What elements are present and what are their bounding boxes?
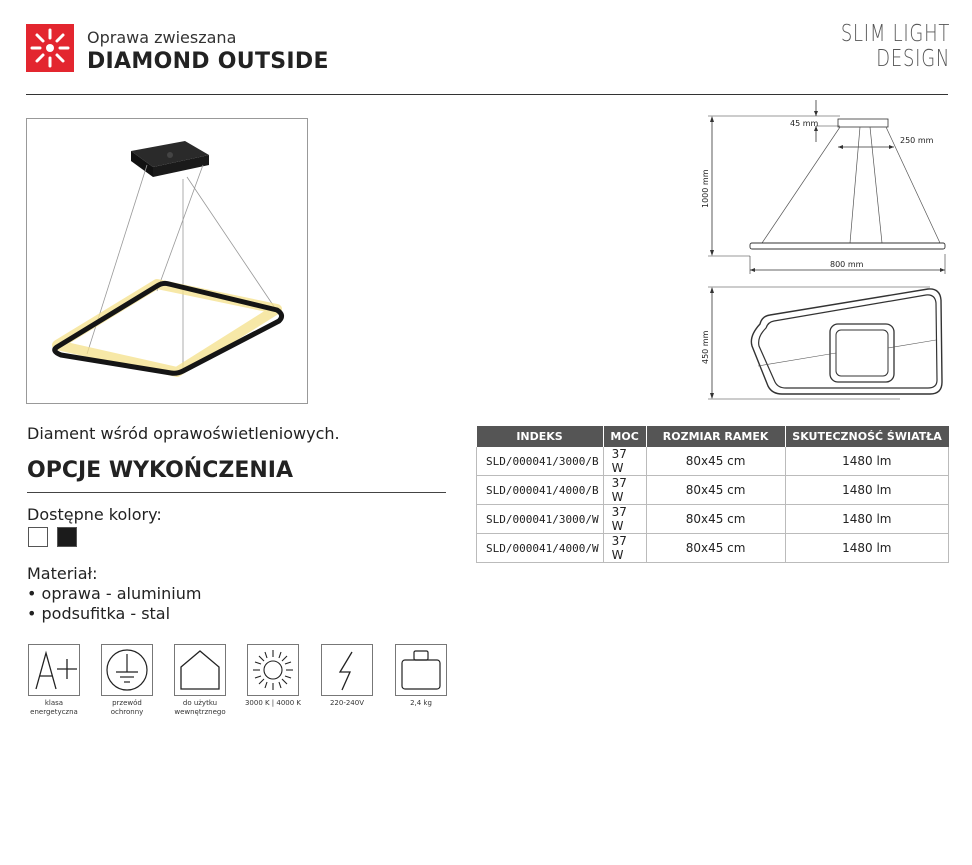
material-item: • podsufitka - stal <box>27 604 171 623</box>
icon-label-ground <box>87 699 167 717</box>
options-heading: OPCJE WYKOŃCZENIA <box>27 458 293 483</box>
cell-size: 80x45 cm <box>646 476 785 505</box>
dim-height-1000: 1000 mm <box>701 169 710 208</box>
icon-label-line: 3000 K | 4000 K <box>244 699 302 707</box>
cell-size: 80x45 cm <box>646 505 785 534</box>
cell-index: SLD/000041/3000/B <box>477 447 604 476</box>
cell-index: SLD/000041/4000/B <box>477 476 604 505</box>
header-divider <box>26 94 948 95</box>
dim-45: 45 mm <box>790 119 819 128</box>
icon-label-line: klasa <box>44 699 64 707</box>
colors-label: Dostępne kolory: <box>27 505 162 524</box>
icon-label-indoor <box>160 699 240 717</box>
icon-label-weight <box>381 699 461 708</box>
spec-table <box>476 426 949 563</box>
col-header-size: ROZMIAR RAMEK <box>646 426 785 447</box>
icon-label-line: energetyczna <box>30 708 78 716</box>
color-swatch-black <box>57 527 77 547</box>
cell-index: SLD/000041/4000/W <box>477 534 604 563</box>
cell-power: 37 W <box>603 505 646 534</box>
brand-line-1: SLIM LIGHT <box>840 21 950 47</box>
brand-line-2: DESIGN <box>876 46 950 72</box>
col-header-luminous: SKUTECZNOŚĆ ŚWIATŁA <box>785 426 948 447</box>
cell-size: 80x45 cm <box>646 447 785 476</box>
material-item: • oprawa - aluminium <box>27 584 202 603</box>
energy-class-icon <box>28 644 80 696</box>
table-row <box>477 534 949 563</box>
icon-label-line: przewód <box>112 699 142 707</box>
col-header-power: MOC <box>603 426 646 447</box>
cell-power: 37 W <box>603 476 646 505</box>
product-photo <box>26 118 308 404</box>
icon-label-line: 220-240V <box>329 699 365 707</box>
icon-label-energy <box>14 699 94 717</box>
voltage-icon <box>321 644 373 696</box>
icon-label-line: ochronny <box>110 708 144 716</box>
dim-450: 450 mm <box>701 330 710 364</box>
table-row <box>477 476 949 505</box>
color-temperature-icon <box>247 644 299 696</box>
brand-logo-icon <box>26 24 74 72</box>
icon-label-line: do użytku <box>182 699 218 707</box>
cell-lumen: 1480 lm <box>785 505 948 534</box>
col-header-index: INDEKS <box>477 426 604 447</box>
cell-lumen: 1480 lm <box>785 476 948 505</box>
cell-power: 37 W <box>603 534 646 563</box>
brand-wordmark <box>841 22 950 72</box>
product-description: Diament wśród oprawoświetleniowych. <box>27 424 340 443</box>
ground-wire-icon <box>101 644 153 696</box>
indoor-use-icon <box>174 644 226 696</box>
weight-icon <box>395 644 447 696</box>
cell-index: SLD/000041/3000/W <box>477 505 604 534</box>
product-category: Oprawa zwieszana <box>87 28 237 47</box>
table-header-row <box>477 426 949 447</box>
table-row <box>477 447 949 476</box>
product-title: DIAMOND OUTSIDE <box>87 49 329 74</box>
options-divider <box>27 492 446 493</box>
dim-250: 250 mm <box>900 136 934 145</box>
technical-drawing <box>700 96 962 408</box>
cell-lumen: 1480 lm <box>785 534 948 563</box>
cell-power: 37 W <box>603 447 646 476</box>
icon-label-voltage <box>307 699 387 708</box>
icon-label-line: 2,4 kg <box>410 699 432 707</box>
cell-size: 80x45 cm <box>646 534 785 563</box>
icon-label-line: wewnętrznego <box>174 708 226 716</box>
table-row <box>477 505 949 534</box>
cell-lumen: 1480 lm <box>785 447 948 476</box>
color-swatch-white <box>28 527 48 547</box>
material-label: Materiał: <box>27 564 98 583</box>
dim-800: 800 mm <box>830 260 864 269</box>
icon-label-temperature <box>233 699 313 708</box>
